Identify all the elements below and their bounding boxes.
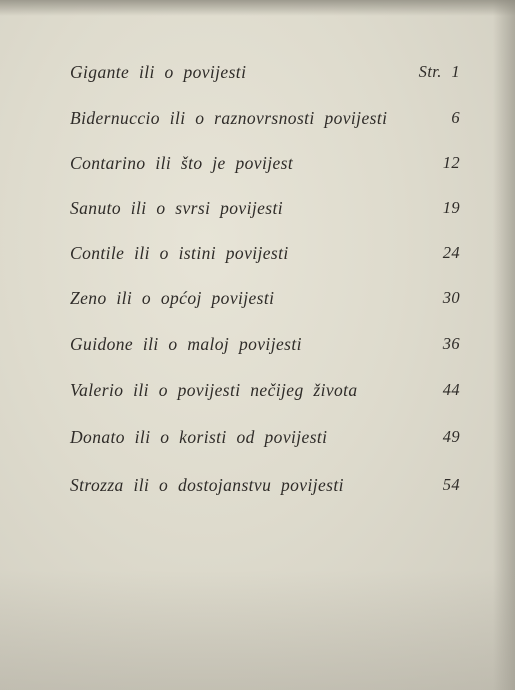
toc-entry-page: 30 bbox=[442, 288, 460, 307]
toc-entry-title: Contile ili o istini povijesti bbox=[70, 243, 289, 263]
toc-entry bbox=[70, 288, 470, 318]
toc-entry-page: Str. 1 bbox=[418, 62, 460, 81]
toc-entry-page: 36 bbox=[442, 334, 460, 353]
toc-entry bbox=[70, 243, 470, 273]
toc-entry-title: Contarino ili što je povijest bbox=[70, 153, 294, 173]
toc-entry bbox=[70, 108, 470, 138]
toc-entry-page: 12 bbox=[442, 153, 460, 172]
toc-entry-title: Guidone ili o maloj povijesti bbox=[70, 334, 302, 354]
toc-entry bbox=[70, 62, 470, 92]
toc-entry bbox=[70, 380, 470, 410]
toc-entry-page: 49 bbox=[442, 427, 460, 446]
toc-entry-title: Strozza ili o dostojanstvu povijesti bbox=[70, 475, 344, 495]
toc-entry-title: Bidernuccio ili o raznovrsnosti povijesti bbox=[70, 108, 388, 128]
toc-entry-title: Gigante ili o povijesti bbox=[70, 62, 247, 82]
toc-entry-title: Zeno ili o općoj povijesti bbox=[70, 288, 275, 308]
toc-entry bbox=[70, 427, 470, 457]
toc-entry-page: 54 bbox=[442, 475, 460, 494]
toc-entry-title: Donato ili o koristi od povijesti bbox=[70, 427, 328, 447]
toc-entry bbox=[70, 475, 470, 505]
toc-entry bbox=[70, 334, 470, 364]
toc-entry bbox=[70, 153, 470, 183]
toc-entry-title: Valerio ili o povijesti nečijeg života bbox=[70, 380, 358, 400]
toc-entry-page: 19 bbox=[442, 198, 460, 217]
toc-entry bbox=[70, 198, 470, 228]
toc-entry-page: 44 bbox=[442, 380, 460, 399]
toc-entry-page: 6 bbox=[451, 108, 460, 127]
toc-entry-page: 24 bbox=[442, 243, 460, 262]
toc-entry-title: Sanuto ili o svrsi povijesti bbox=[70, 198, 284, 218]
